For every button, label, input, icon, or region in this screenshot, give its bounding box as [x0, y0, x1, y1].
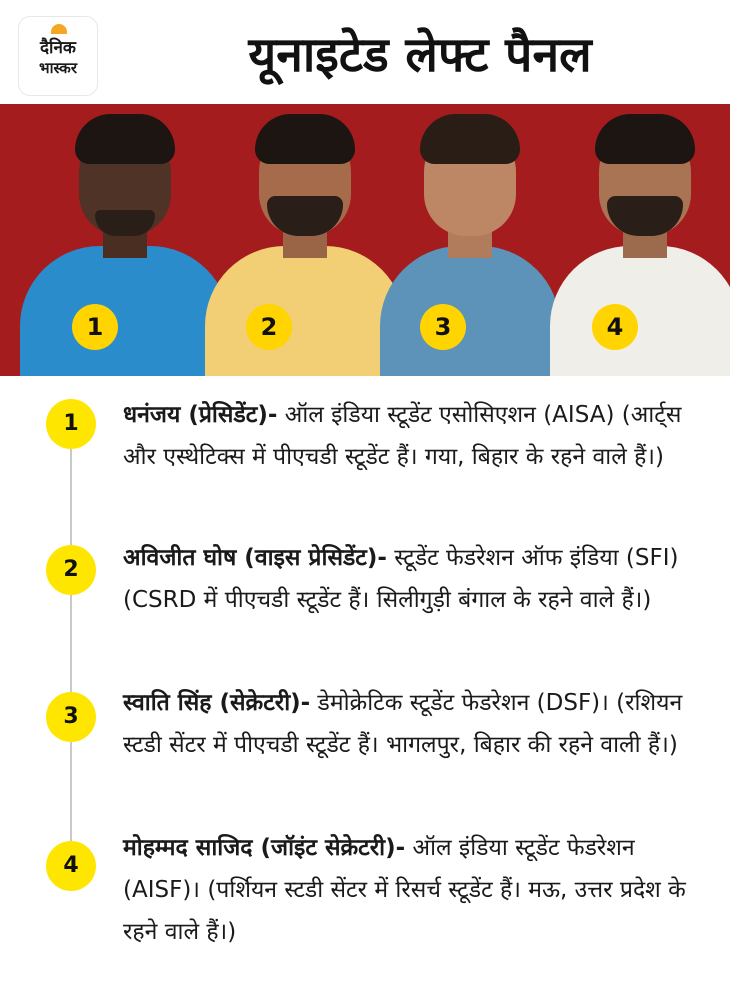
entry-text: [123, 827, 718, 953]
candidate-photo-4: [550, 126, 730, 376]
sun-icon: [51, 24, 67, 34]
logo-text-line1: दैनिक: [40, 38, 76, 58]
entry-number: 1: [46, 399, 96, 449]
page-title: यूनाइटेड लेफ्ट पैनल: [248, 27, 592, 83]
entry-text: [123, 682, 718, 766]
candidate-photo-2: [205, 126, 405, 376]
photo-badge-3: 3: [420, 304, 466, 350]
logo-text-line2: भास्कर: [39, 59, 77, 77]
dainik-bhaskar-logo: [18, 16, 98, 96]
photo-badge-2: 2: [246, 304, 292, 350]
entry-description: ऑल इंडिया स्टूडेंट एसोसिएशन (AISA) (आर्ट्स और एस्थेटिक्स में पीएचडी स्टूडेंट हैं। गया, बिहार के रहने वाले हैं।): [123, 402, 682, 470]
entry-number: 3: [46, 692, 96, 742]
candidate-photo-3: [380, 126, 560, 376]
timeline-line: [70, 445, 72, 865]
entry-name: धनंजय (प्रेसिडेंट)-: [123, 402, 278, 428]
entry-text: [123, 394, 718, 478]
candidate-photo-1: [20, 126, 230, 376]
entry-name: स्वाति सिंह (सेक्रेटरी)-: [123, 690, 311, 716]
entry-description: स्टूडेंट फेडरेशन ऑफ इंडिया (SFI) (CSRD में पीएचडी स्टूडेंट हैं। सिलीगुड़ी बंगाल के रहने वाले हैं।): [123, 545, 679, 613]
candidates-banner: [0, 104, 730, 376]
entry-text: [123, 537, 718, 621]
entry-number: 2: [46, 545, 96, 595]
entry-description: डेमोक्रेटिक स्टूडेंट फेडरेशन (DSF)। (रशियन स्टडी सेंटर में पीएचडी स्टूडेंट हैं। भागलपुर, बिहार की रहने वाली हैं।): [123, 690, 683, 758]
entry-name: मोहम्मद साजिद (जॉइंट सेक्रेटरी)-: [123, 835, 406, 861]
photo-badge-4: 4: [592, 304, 638, 350]
entry-name: अविजीत घोष (वाइस प्रेसिडेंट)-: [123, 545, 387, 571]
entry-number: 4: [46, 841, 96, 891]
entry-description: ऑल इंडिया स्टूडेंट फेडरेशन (AISF)। (पर्शियन स्टडी सेंटर में रिसर्च स्टूडेंट हैं। मऊ, उत्तर प्रदेश के रहने वाले हैं।): [123, 835, 686, 945]
photo-badge-1: 1: [72, 304, 118, 350]
